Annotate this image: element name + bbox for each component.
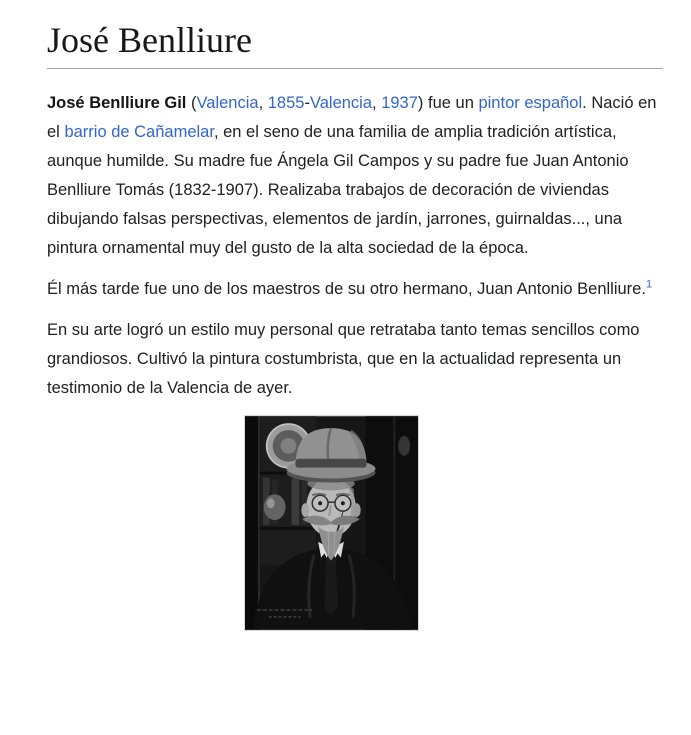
article-paragraphs: [47, 89, 663, 403]
article-link[interactable]: Valencia: [196, 94, 259, 113]
article-link[interactable]: pintor: [478, 94, 520, 113]
title-divider: [47, 68, 663, 69]
page-title: José Benlliure: [47, 20, 252, 60]
paragraph: José Benlliure Gil (Valencia, 1855-Valencia, 1937) fue un pintor español. Nació en el barrio de Cañamelar, en el seno de una familia de amplia tradición artística, aunque humilde. Su madre fue Ángela Gil Campos y su padre fue Juan Antonio Benlliure Tomás (1832-1907). Realizaba trabajos de decoración de viviendas dibujando falsas perspectivas, elementos de jardín, jarrones, guirnaldas..., una pintura ornamental muy del gusto de la alta sociedad de la época.: [47, 94, 657, 258]
paragraph: Él más tarde fue uno de los maestros de su otro hermano, Juan Antonio Benlliure.$^1$: [47, 278, 653, 299]
paragraph: En su arte logró un estilo muy personal que retrataba tanto temas sencillos como grandiosos. Cultivó la pintura costumbrista, que en la actualidad representa un testimonio de la Valencia de ayer.: [47, 321, 640, 398]
article-link[interactable]: Valencia: [309, 94, 373, 113]
subject-name-bold: José Benlliure Gil: [47, 94, 187, 113]
article-link[interactable]: barrio de Cañamelar: [64, 123, 214, 142]
reference-sup[interactable]: [646, 279, 652, 291]
reference-link[interactable]: 1: [645, 278, 653, 291]
article-link[interactable]: 1937: [381, 94, 418, 113]
article-link[interactable]: español: [524, 94, 583, 113]
article-link[interactable]: 1855: [267, 94, 305, 113]
glass-jar: [264, 495, 286, 521]
portrait-figure: [244, 415, 419, 631]
portrait-image[interactable]: [244, 415, 419, 631]
